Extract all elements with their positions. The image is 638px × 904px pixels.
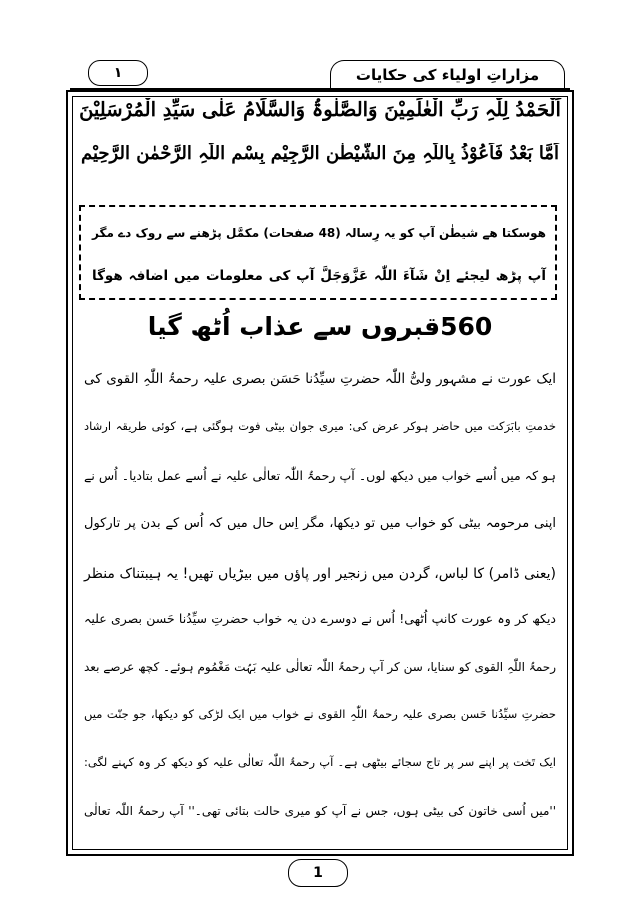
body-line-4: اپنی مرحومہ بیٹی کو خواب میں تو دیکھا، مگر اِس حال میں کہ اُس کے بدن پر تارکول xyxy=(84,516,556,531)
notice-box xyxy=(79,205,557,300)
body-line-5: (یعنی ڈامر) کا لباس، گردن میں زنجیر اور پاؤں میں بیڑیاں تھیں! یہ ہیبتناک منظر xyxy=(84,566,556,582)
calligraphy-line-1: اَلْحَمْدُ لِلّٰہِ رَبِّ الْعٰلَمِیْنَ وَالصَّلٰوۃُ وَالسَّلَامُ عَلٰی سَیِّدِ الْمُرْسَلِیْنَ xyxy=(79,98,561,121)
running-header-title: مزاراتِ اولیاء کی حکایات xyxy=(330,60,565,89)
body-line-3: ہو کہ میں اُسے خواب میں دیکھ لوں۔ آپ رحمۃُ اللّٰہ تعالٰی علیہ نے اُسے عمل بتادیا۔ اُس نے xyxy=(84,468,556,483)
body-line-1: ایک عورت نے مشہور ولیُّ اللّٰہ حضرتِ سیِّدُنا حَسَن بصری علیہ رحمۃُ اللّٰہِ القوی کی xyxy=(84,371,556,387)
notice-line-2: آپ پڑھ لیجئے اِنْ شَآءَ اللّٰہ عَزَّوَجَلَّ آپ کی معلومات میں اضافہ ھوگا xyxy=(92,268,546,284)
body-line-9: ایک تَخت پر اپنے سر پر تاج سجائے بیٹھی ہے۔ آپ رحمۃُ اللّٰہ تعالٰی علیہ کو دیکھ کر وہ کہنے لگی: xyxy=(84,755,556,769)
body-line-2: خدمتِ بابَرَکت میں حاضر ہوکر عرض کی: میری جوان بیٹی فوت ہوگئی ہے، کوئی طریقہ ارشاد xyxy=(84,419,556,433)
body-line-8: حضرتِ سیِّدُنا حَسن بصری علیہ رحمۃُ اللّٰہِ القوی نے خواب میں ایک لڑکی کو دیکھا، جو جنّت میں xyxy=(84,707,556,721)
calligraphy-line-2: اَمَّا بَعْدُ فَاَعُوْذُ بِاللّٰہِ مِنَ الشَّیْطٰنِ الرَّجِیْمِ بِسْمِ اللّٰہِ الرَّحْمٰنِ الرَّحِیْمِ xyxy=(81,143,559,164)
header-page-number: ۱ xyxy=(88,60,148,86)
body-line-7: رحمۃُ اللّٰہِ القوی کو سنایا، سن کر آپ رحمۃُ اللّٰہ تعالٰی علیہ بَہُت مَغْمُوم ہوئے۔ کچھ عرصے بعد xyxy=(84,660,556,674)
notice-line-1: ھوسکتا ھے شیطٰن آپ کو یہ رِسالہ (48 صفحات) مکمَّل پڑھنے سے روک دے مگر xyxy=(92,226,546,240)
body-line-10: ''میں اُسی خاتون کی بیٹی ہوں، جس نے آپ کو میری حالت بتائی تھی۔'' آپ رحمۃُ اللّٰہ تعالٰی xyxy=(84,804,556,818)
footer-page-number: 1 xyxy=(288,859,348,887)
body-line-6: دیکھ کر وہ عورت کانپ اُٹھی! اُس نے دوسرے دن یہ خواب حضرتِ سیِّدُنا حَسن بصری علیہ xyxy=(84,611,556,626)
chapter-title: 560قبروں سے عذاب اُٹھ گیا xyxy=(147,312,493,341)
